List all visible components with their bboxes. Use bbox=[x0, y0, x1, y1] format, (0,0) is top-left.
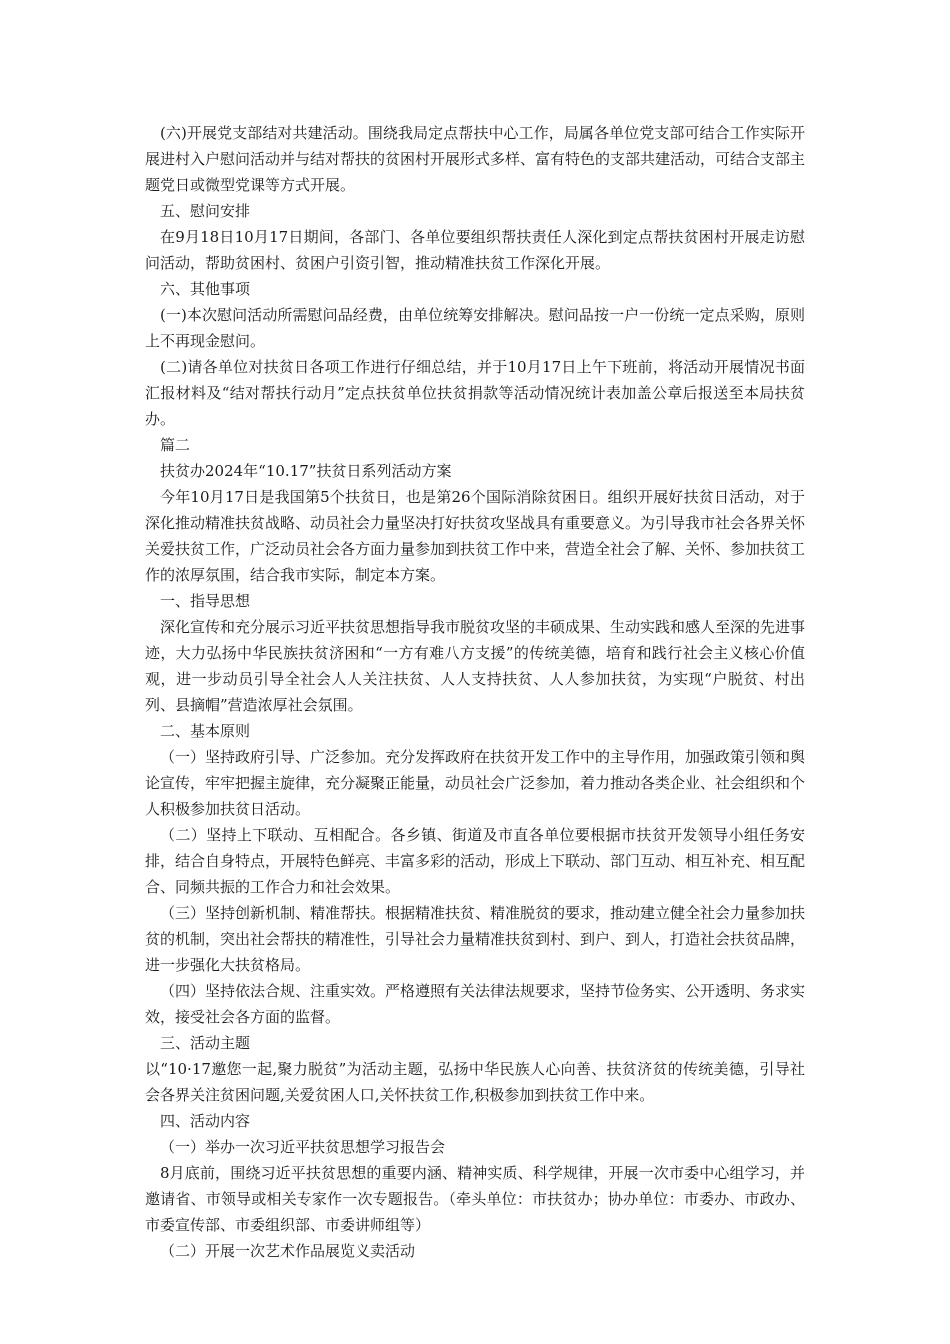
subheading-art-exhibition: （二）开展一次艺术作品展览义卖活动 bbox=[160, 1242, 416, 1260]
paragraph-principle-2: （二）坚持上下联动、互相配合。各乡镇、街道及市直各单位要根据市扶贫开发领导小组任务安排，结合自身特点，开展特色鲜亮、丰富多彩的活动，形成上下联动、部门互动、相互补充、相互配合、同频共振的工作合力和社会效果。 bbox=[145, 826, 806, 896]
document-page bbox=[145, 120, 805, 1264]
paragraph-other-matters-1: (一)本次慰问活动所需慰问品经费，由单位统筹安排解决。慰问品按一户一份统一定点采购，原则上不再现金慰问。 bbox=[145, 306, 805, 350]
paragraph-report-meeting: 8月底前，围绕习近平扶贫思想的重要内涵、精神实质、科学规律，开展一次市委中心组学习，并邀请省、市领导或相关专家作一次专题报告。（牵头单位：市扶贫办；协办单位：市委办、市政办、市委宣传部、市委组织部、市委讲师组等） bbox=[145, 1164, 805, 1234]
heading-activity-content: 四、活动内容 bbox=[160, 1112, 251, 1130]
subheading-report-meeting: （一）举办一次习近平扶贫思想学习报告会 bbox=[160, 1138, 446, 1156]
paragraph-activity-theme: 以“10·17邀您一起,聚力脱贫”为活动主题，弘扬中华民族人心向善、扶贫济贫的传统美德，引导社会各界关注贫困问题,关爱贫困人口,关怀扶贫工作,积极参加到扶贫工作中来。 bbox=[145, 1060, 805, 1104]
section-label-part-two: 篇二 bbox=[160, 436, 191, 454]
heading-activity-theme: 三、活动主题 bbox=[160, 1034, 251, 1052]
heading-other-matters: 六、其他事项 bbox=[160, 280, 251, 298]
paragraph-principle-3: （三）坚持创新机制、精准帮扶。根据精准扶贫、精准脱贫的要求，推动建立健全社会力量参加扶贫的机制，突出社会帮扶的精准性，引导社会力量精准扶贫到村、到户、到人，打造社会扶贫品牌，进一步强化大扶贫格局。 bbox=[145, 904, 806, 974]
paragraph-party-branch: (六)开展党支部结对共建活动。围绕我局定点帮扶中心工作，局属各单位党支部可结合工作实际开展进村入户慰问活动并与结对帮扶的贫困村开展形式多样、富有特色的支部共建活动，可结合支部主题党日或微型党课等方式开展。 bbox=[145, 124, 806, 194]
heading-guiding-ideology: 一、指导思想 bbox=[160, 592, 251, 610]
paragraph-guiding-ideology: 深化宣传和充分展示习近平扶贫思想指导我市脱贫攻坚的丰硕成果、生动实践和感人至深的先进事迹，大力弘扬中华民族扶贫济困和“一方有难八方支援”的传统美德，培育和践行社会主义核心价值观，进一步动员引导全社会人人关注扶贫、人人支持扶贫、人人参加扶贫，为实现“户脱贫、村出列、县摘帽”营造浓厚社会氛围。 bbox=[145, 618, 806, 714]
heading-visit-schedule: 五、慰问安排 bbox=[160, 202, 251, 220]
heading-basic-principles: 二、基本原则 bbox=[160, 722, 251, 740]
paragraph-other-matters-2: (二)请各单位对扶贫日各项工作进行仔细总结，并于10月17日上午下班前，将活动开展情况书面汇报材料及“结对帮扶行动月”定点扶贫单位扶贫捐款等活动情况统计表加盖公章后报送至本局扶贫办。 bbox=[145, 358, 805, 428]
document-title: 扶贫办2024年“10.17”扶贫日系列活动方案 bbox=[160, 462, 452, 480]
paragraph-intro: 今年10月17日是我国第5个扶贫日，也是第26个国际消除贫困日。组织开展好扶贫日活动，对于深化推动精准扶贫战略、动员社会力量坚决打好扶贫攻坚战具有重要意义。为引导我市社会各界关怀关爱扶贫工作，广泛动员社会各方面力量参加到扶贫工作中来，营造全社会了解、关怀、参加扶贫工作的浓厚氛围，结合我市实际，制定本方案。 bbox=[145, 488, 806, 584]
paragraph-principle-4: （四）坚持依法合规、注重实效。严格遵照有关法律法规要求，坚持节俭务实、公开透明、务求实效，接受社会各方面的监督。 bbox=[145, 982, 806, 1026]
paragraph-visit-schedule: 在9月18日10月17日期间，各部门、各单位要组织帮扶责任人深化到定点帮扶贫困村开展走访慰问活动，帮助贫困村、贫困户引资引智，推动精准扶贫工作深化开展。 bbox=[145, 228, 805, 272]
paragraph-principle-1: （一）坚持政府引导、广泛参加。充分发挥政府在扶贫开发工作中的主导作用，加强政策引领和舆论宣传，牢牢把握主旋律，充分凝聚正能量，动员社会广泛参加，着力推动各类企业、社会组织和个人积极参加扶贫日活动。 bbox=[145, 748, 806, 818]
